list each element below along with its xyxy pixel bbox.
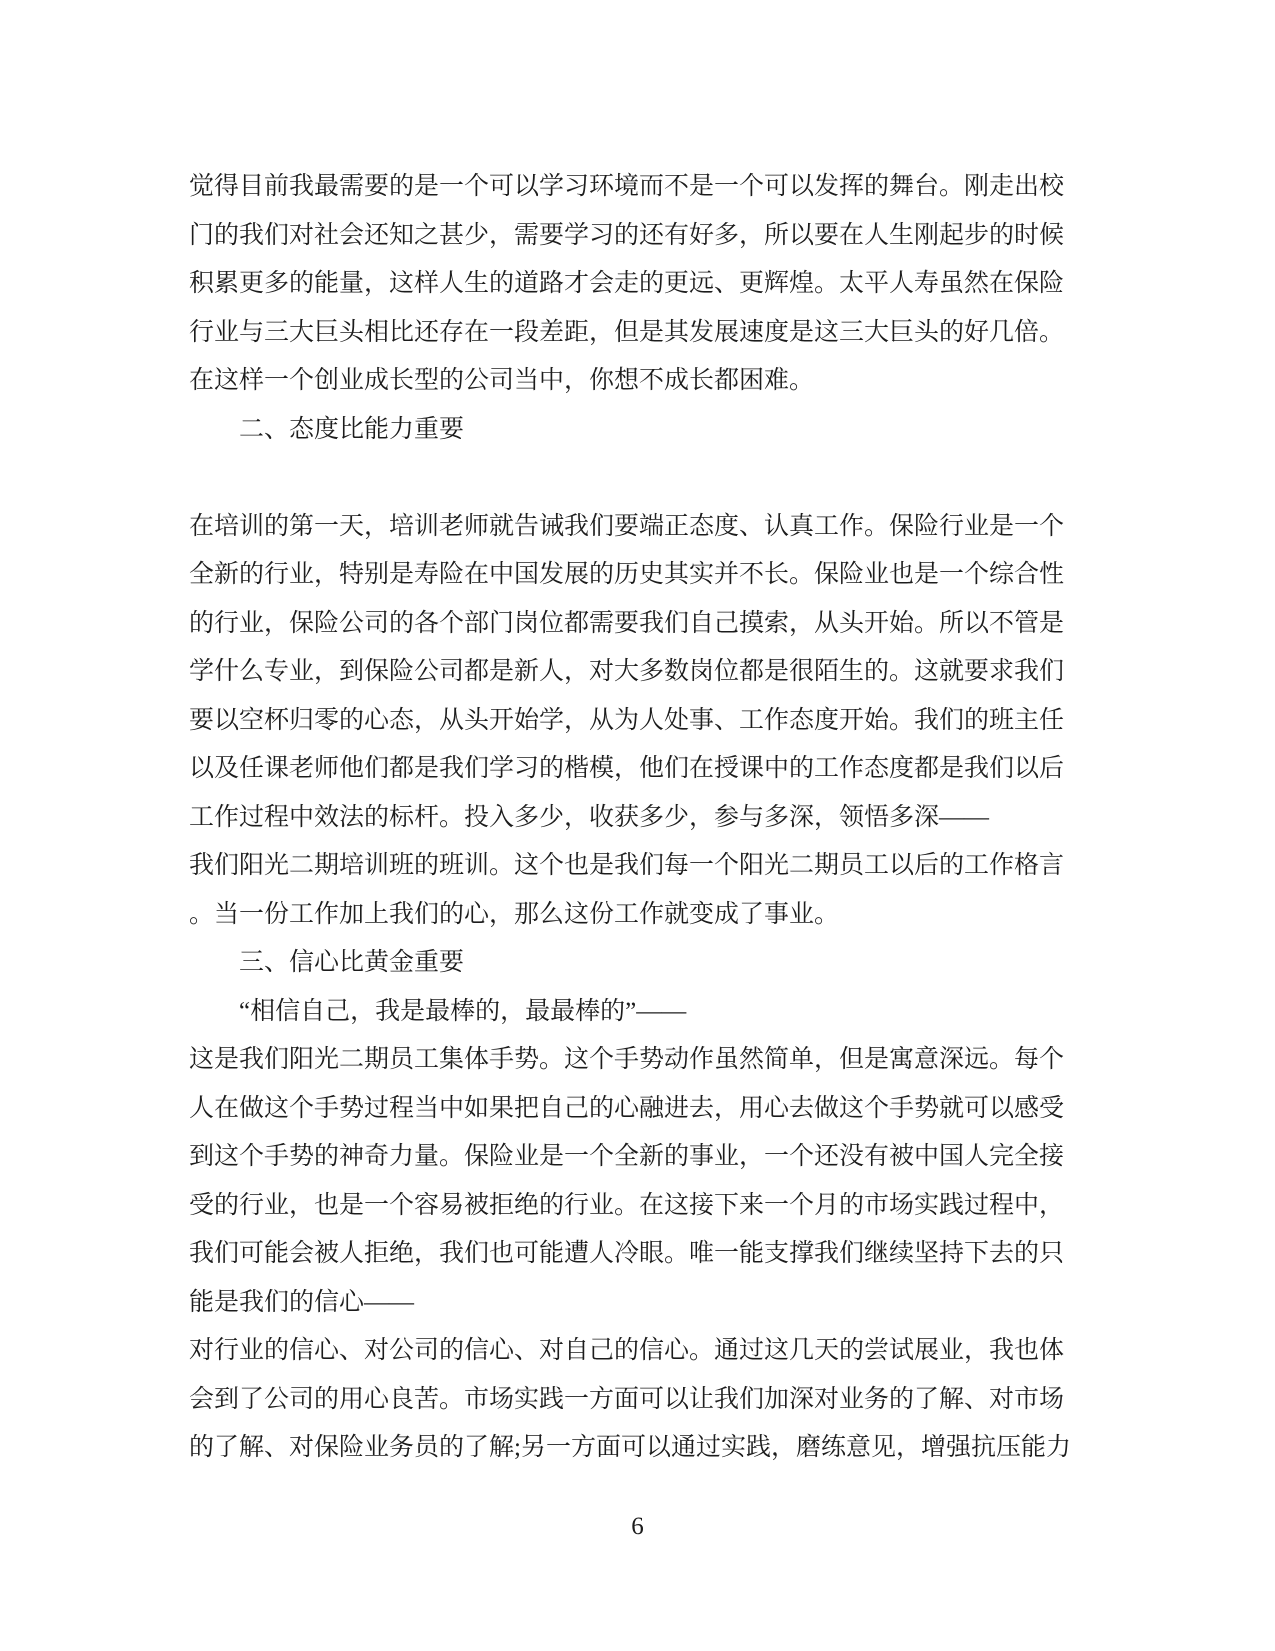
text-line: 的了解、对保险业务员的了解;另一方面可以通过实践，磨练意见，增强抗压能力 <box>189 1434 1071 1461</box>
text-line: 我们可能会被人拒绝，我们也可能遭人冷眼。唯一能支撑我们继续坚持下去的只 <box>189 1240 1065 1267</box>
text-line: 的行业，保险公司的各个部门岗位都需要我们自己摸索，从头开始。所以不管是 <box>189 609 1065 637</box>
text-line: 觉得目前我最需要的是一个可以学习环境而不是一个可以发挥的舞台。刚走出校 <box>189 173 1065 200</box>
text-line: 全新的行业，特别是寿险在中国发展的历史其实并不长。保险业也是一个综合性 <box>189 561 1065 588</box>
text-line: 受的行业，也是一个容易被拒绝的行业。在这接下来一个月的市场实践过程中， <box>189 1191 1065 1219</box>
text-line: 门的我们对社会还知之甚少，需要学习的还有好多，所以要在人生刚起步的时候 <box>189 221 1065 249</box>
text-line: 在这样一个创业成长型的公司当中，你想不成长都困难。 <box>189 367 815 394</box>
page-number: 6 <box>631 1513 644 1540</box>
text-line: 在培训的第一天，培训老师就告诫我们要端正态度、认真工作。保险行业是一个 <box>189 512 1065 540</box>
text-line: 积累更多的能量，这样人生的道路才会走的更远、更辉煌。太平人寿虽然在保险 <box>189 270 1065 297</box>
text-line: 要以空杯归零的心态，从头开始学，从为人处事、工作态度开始。我们的班主任 <box>189 706 1065 734</box>
text-line: 以及任课老师他们都是我们学习的楷模，他们在授课中的工作态度都是我们以后 <box>189 755 1065 782</box>
text-line: 对行业的信心、对公司的信心、对自己的信心。通过这几天的尝试展业，我也体 <box>189 1337 1065 1364</box>
text-line: 到这个手势的神奇力量。保险业是一个全新的事业，一个还没有被中国人完全接 <box>189 1143 1065 1170</box>
blank-line <box>189 454 1075 503</box>
text-line: 二、态度比能力重要 <box>239 415 465 443</box>
text-line: 我们阳光二期培训班的班训。这个也是我们每一个阳光二期员工以后的工作格言 <box>189 852 1065 879</box>
text-line: 工作过程中效法的标杆。投入多少，收获多少，参与多深，领悟多深—— <box>189 803 990 831</box>
document-body <box>189 163 1075 1473</box>
text-line: “相信自己，我是最棒的，最最棒的”—— <box>239 997 687 1025</box>
text-line: 学什么专业，到保险公司都是新人，对大多数岗位都是很陌生的。这就要求我们 <box>189 658 1065 685</box>
text-line: 人在做这个手势过程当中如果把自己的心融进去，用心去做这个手势就可以感受 <box>189 1094 1065 1122</box>
text-line: 会到了公司的用心良苦。市场实践一方面可以让我们加深对业务的了解、对市场 <box>189 1385 1065 1413</box>
text-line: 能是我们的信心—— <box>189 1288 415 1316</box>
text-line: 这是我们阳光二期员工集体手势。这个手势动作虽然简单，但是寓意深远。每个 <box>189 1046 1065 1073</box>
text-line: 三、信心比黄金重要 <box>239 949 465 976</box>
text-line: 。当一份工作加上我们的心，那么这份工作就变成了事业。 <box>189 900 840 928</box>
text-line: 行业与三大巨头相比还存在一段差距，但是其发展速度是这三大巨头的好几倍。 <box>189 318 1065 346</box>
